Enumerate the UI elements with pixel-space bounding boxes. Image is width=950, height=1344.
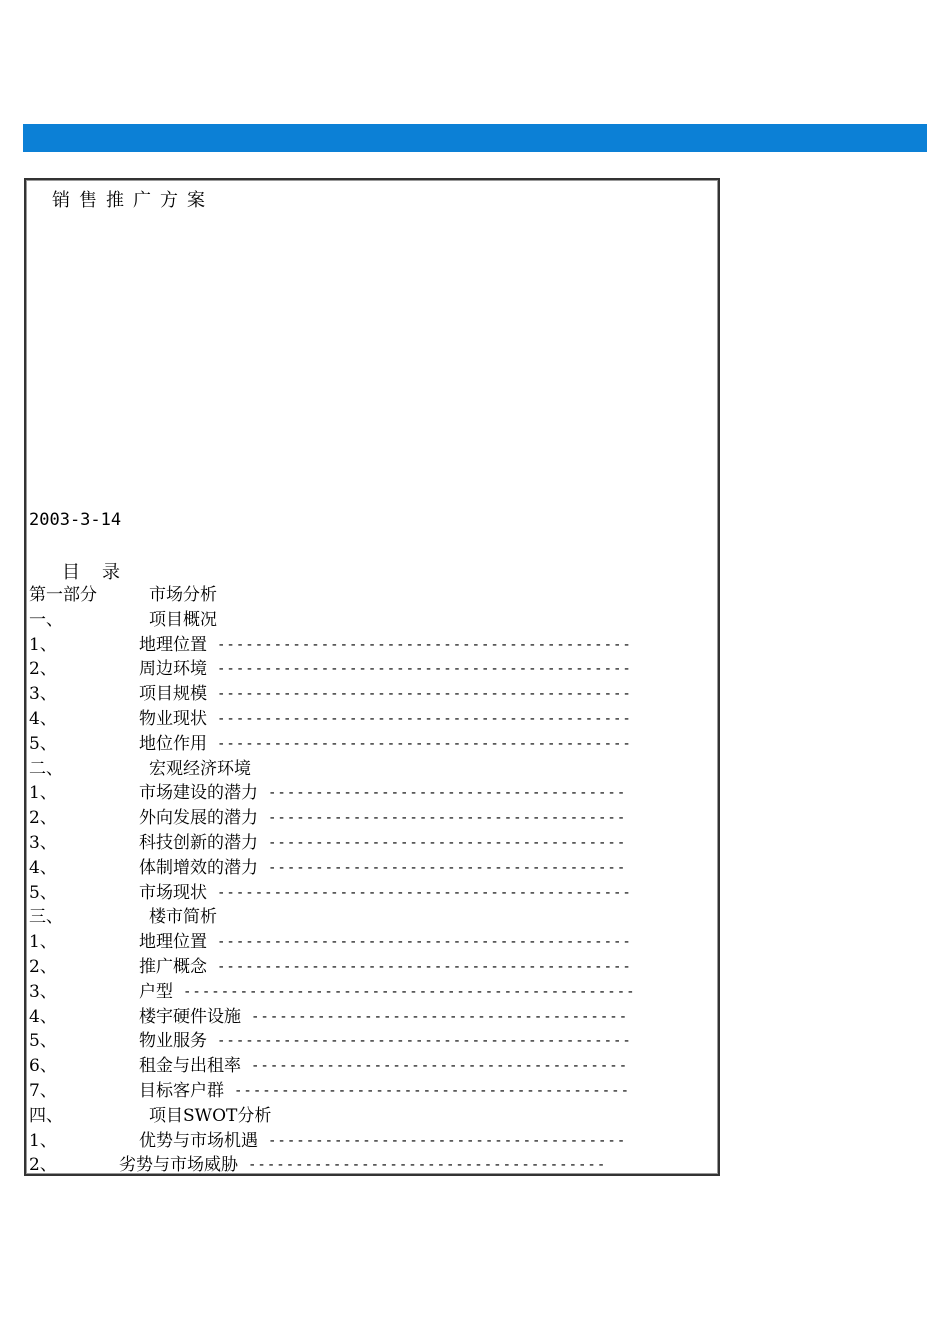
toc-row[interactable] [29,905,715,930]
toc-row-label: 市场现状 [139,882,207,903]
toc-row[interactable] [29,757,715,782]
toc-row-leader-dots: -------------------------------------------- [217,710,632,727]
toc-row-label: 租金与出租率 [139,1056,241,1077]
toc-row-number: 1、 [29,783,57,804]
toc-row-label: 宏观经济环境 [149,758,251,779]
toc-row-number: 四、 [29,1105,63,1126]
toc-row[interactable] [29,831,715,856]
toc-row-number: 3、 [29,832,57,853]
toc-row-leader-dots: -------------------------------------------- [217,636,632,653]
toc-row-number: 4、 [29,1006,57,1027]
toc-row-leader-dots: -------------------------------------- [268,785,627,802]
toc-row-label: 市场建设的潜力 [139,783,258,804]
toc-row-label: 物业服务 [139,1031,207,1052]
toc-row-number: 1、 [29,1130,57,1151]
toc-row-number: 6、 [29,1056,57,1077]
toc-row-label: 项目SWOT分析 [149,1105,272,1126]
toc-row-number: 3、 [29,684,57,705]
toc-row-leader-dots: -------------------------------------------- [217,735,632,752]
toc-row-number: 5、 [29,882,57,903]
toc-row-label: 户型 [139,981,173,1002]
toc-row-label: 科技创新的潜力 [139,832,258,853]
toc-row[interactable] [29,856,715,881]
toc-row[interactable] [29,1104,715,1129]
toc-row-label: 优势与市场机遇 [139,1130,258,1151]
toc-row[interactable] [29,682,715,707]
toc-row-number: 三、 [29,907,63,928]
toc-row-number: 2、 [29,956,57,977]
toc-row-label: 劣势与市场威胁 [119,1155,238,1176]
toc-row[interactable] [29,608,715,633]
toc-row-label: 项目规模 [139,684,207,705]
toc-row-number: 第一部分 [29,585,97,605]
toc-row-number: 2、 [29,808,57,829]
toc-row-label: 楼市简析 [149,907,217,928]
toc-row-number: 4、 [29,708,57,729]
toc-row-leader-dots: -------------------------------------- [268,1132,627,1149]
toc-row-label: 楼宇硬件设施 [139,1006,241,1027]
document-frame [24,178,720,1176]
toc-row-leader-dots: -------------------------------------------- [217,1033,632,1050]
toc-row-label: 地理位置 [139,634,207,655]
toc-row-label: 物业现状 [139,708,207,729]
toc-row[interactable] [29,980,715,1005]
toc-row-label: 项目概况 [149,609,217,630]
toc-row[interactable] [29,1029,715,1054]
toc-row-label: 目标客户群 [139,1080,224,1101]
toc-row-number: 2、 [29,659,57,680]
toc-row-number: 7、 [29,1080,57,1101]
toc-row[interactable] [29,1079,715,1104]
toc-row[interactable] [29,1153,715,1178]
toc-row-number: 5、 [29,733,57,754]
toc-row-leader-dots: -------------------------------------- [268,859,627,876]
toc-row-number: 二、 [29,758,63,779]
toc-heading: 目录 [62,562,142,583]
toc-row-leader-dots: -------------------------------------------- [217,934,632,951]
toc-row-label: 体制增效的潜力 [139,857,258,878]
toc-row-number: 2、 [29,1155,57,1176]
toc-row-number: 5、 [29,1031,57,1052]
toc-row-number: 1、 [29,932,57,953]
toc-row[interactable] [29,1129,715,1154]
toc-row-leader-dots: -------------------------------------- [248,1157,607,1174]
toc-row-number: 4、 [29,857,57,878]
toc-row-label: 地位作用 [139,733,207,754]
toc-row-leader-dots: ---------------------------------------- [251,1008,629,1025]
toc-row-leader-dots: -------------------------------------- [268,834,627,851]
toc-row[interactable] [29,955,715,980]
header-color-band [23,124,927,152]
toc-row-leader-dots: ------------------------------------------ [234,1082,631,1099]
toc-row-number: 3、 [29,981,57,1002]
toc-row[interactable] [29,707,715,732]
toc-row-leader-dots: -------------------------------------------- [217,686,632,703]
toc-row[interactable] [29,657,715,682]
table-of-contents [29,583,715,1178]
toc-row[interactable] [29,583,715,608]
toc-row[interactable] [29,633,715,658]
toc-row[interactable] [29,930,715,955]
toc-row-leader-dots: -------------------------------------- [268,810,627,827]
toc-row-leader-dots: -------------------------------------------- [217,661,632,678]
toc-row[interactable] [29,806,715,831]
toc-row-label: 市场分析 [149,585,217,605]
toc-row[interactable] [29,732,715,757]
toc-row-label: 外向发展的潜力 [139,808,258,829]
toc-row-label: 周边环境 [139,659,207,680]
toc-row-leader-dots: -------------------------------------------- [217,958,632,975]
toc-row-leader-dots: ------------------------------------------------ [183,983,636,1000]
toc-row[interactable] [29,1005,715,1030]
document-date: 2003-3-14 [29,510,122,530]
toc-row[interactable] [29,781,715,806]
toc-row-leader-dots: -------------------------------------------- [217,884,632,901]
toc-row[interactable] [29,881,715,906]
toc-row-label: 推广概念 [139,956,207,977]
toc-row-number: 一、 [29,609,63,630]
toc-row-label: 地理位置 [139,932,207,953]
toc-row[interactable] [29,1054,715,1079]
toc-row-number: 1、 [29,634,57,655]
document-title: 销售推广方案 [52,190,214,211]
toc-row-leader-dots: ---------------------------------------- [251,1058,629,1075]
